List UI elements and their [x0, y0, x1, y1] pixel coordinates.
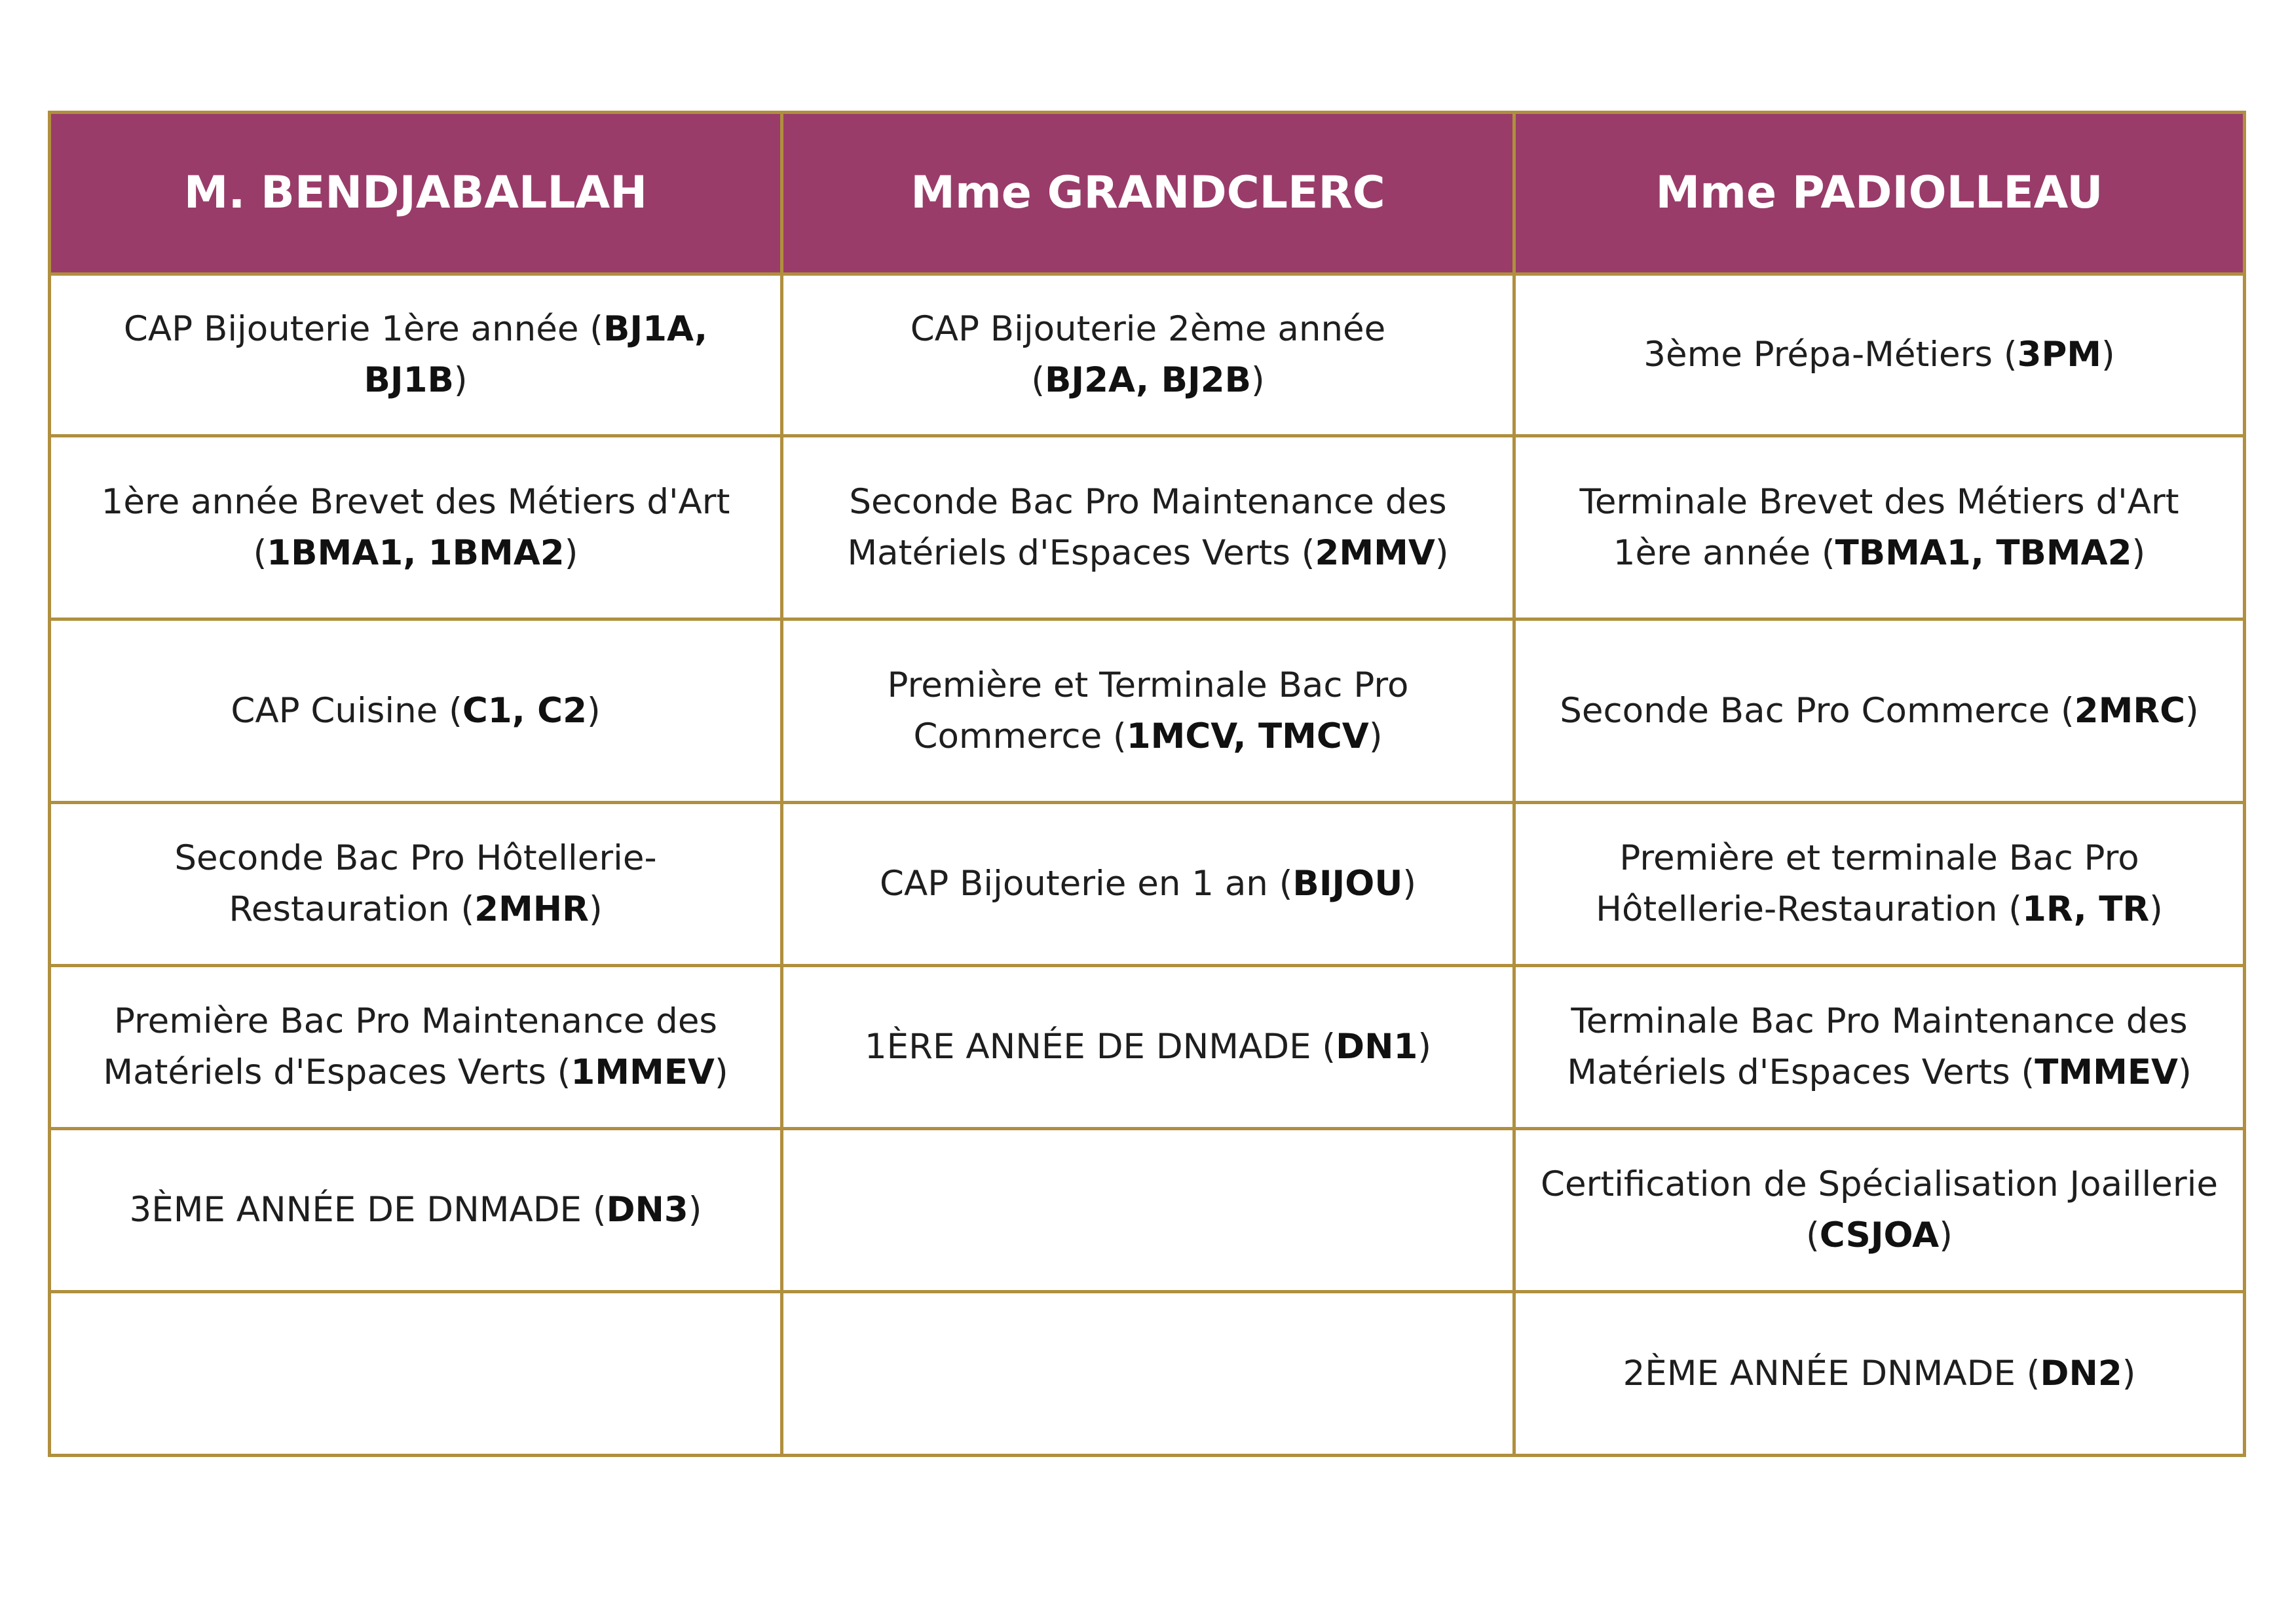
class-code: BJ2A, BJ2B — [1045, 360, 1251, 400]
class-entry: 3ÈME ANNÉE DE DNMADE (DN3) — [129, 1190, 702, 1230]
class-entry: Première et terminale Bac Pro Hôtellerie-Restauration (1R, TR) — [1596, 838, 2163, 929]
class-code: CSJOA — [1819, 1215, 1940, 1255]
class-entry: Seconde Bac Pro Hôtellerie-Restauration (2MHR) — [174, 838, 657, 929]
class-code: 2MMV — [1315, 532, 1435, 573]
table-cell — [783, 437, 1516, 621]
table-cell — [1516, 276, 2243, 437]
table-cell — [783, 621, 1516, 804]
class-code: BJ1A, BJ1B — [364, 309, 708, 400]
class-entry: Seconde Bac Pro Commerce (2MRC) — [1560, 690, 2199, 731]
class-entry: Certification de Spécialisation Joaillerie (CSJOA) — [1541, 1164, 2218, 1255]
class-entry: CAP Bijouterie 2ème année (BJ2A, BJ2B) — [910, 309, 1386, 400]
class-entry: Terminale Brevet des Métiers d'Art 1ère année (TBMA1, TBMA2) — [1579, 481, 2179, 573]
class-entry: Première Bac Pro Maintenance des Matériels d'Espaces Verts (1MMEV) — [103, 1001, 728, 1092]
empty-cell — [51, 1293, 783, 1454]
class-code: TBMA1, TBMA2 — [1835, 532, 2132, 573]
table-cell — [1516, 437, 2243, 621]
class-entry: 2ÈME ANNÉE DNMADE (DN2) — [1623, 1353, 2136, 1393]
table-cell — [783, 967, 1516, 1130]
class-code: DN2 — [2040, 1353, 2122, 1393]
class-entry: CAP Bijouterie 1ère année (BJ1A, BJ1B) — [123, 309, 708, 400]
table-cell — [51, 276, 783, 437]
class-code: DN3 — [606, 1190, 688, 1230]
table-cell — [1516, 967, 2243, 1130]
empty-cell — [783, 1293, 1516, 1454]
table-cell — [1516, 621, 2243, 804]
class-code: C1, C2 — [462, 690, 587, 731]
class-entry: 3ème Prépa-Métiers (3PM) — [1643, 335, 2115, 375]
class-entry: 1ère année Brevet des Métiers d'Art (1BMA1, 1BMA2) — [101, 481, 730, 573]
table-cell — [1516, 1130, 2243, 1293]
table-cell — [51, 1130, 783, 1293]
teacher-class-table — [48, 111, 2246, 1457]
class-code: 1BMA1, 1BMA2 — [267, 532, 565, 573]
table-cell — [783, 804, 1516, 967]
class-entry: Terminale Bac Pro Maintenance des Matériels d'Espaces Verts (TMMEV) — [1567, 1001, 2192, 1092]
empty-cell — [783, 1130, 1516, 1293]
table-cell — [783, 276, 1516, 437]
class-code: 2MHR — [474, 889, 589, 929]
class-entry: Seconde Bac Pro Maintenance des Matériels d'Espaces Verts (2MMV) — [847, 481, 1449, 573]
class-code: 3PM — [2017, 335, 2102, 375]
table-cell — [1516, 804, 2243, 967]
class-code: DN1 — [1336, 1027, 1418, 1067]
class-code: 2MRC — [2074, 690, 2186, 731]
class-entry: 1ÈRE ANNÉE DE DNMADE (DN1) — [864, 1027, 1432, 1067]
table-cell — [51, 437, 783, 621]
table-cell — [1516, 1293, 2243, 1454]
class-code: 1R, TR — [2021, 889, 2150, 929]
header-teacher-bendjaballah: M. BENDJABALLAH — [51, 114, 783, 276]
class-entry: CAP Cuisine (C1, C2) — [231, 690, 601, 731]
class-code: 1MMEV — [571, 1052, 715, 1092]
class-code: TMMEV — [2035, 1052, 2179, 1092]
class-entry: Première et Terminale Bac Pro Commerce (1MCV, TMCV) — [887, 665, 1409, 756]
header-teacher-grandclerc: Mme GRANDCLERC — [783, 114, 1516, 276]
class-code: 1MCV, TMCV — [1126, 716, 1369, 756]
class-entry: CAP Bijouterie en 1 an (BIJOU) — [879, 864, 1417, 904]
table-cell — [51, 967, 783, 1130]
table-cell — [51, 804, 783, 967]
table-cell — [51, 621, 783, 804]
class-code: BIJOU — [1292, 864, 1403, 904]
header-teacher-padiolleau: Mme PADIOLLEAU — [1516, 114, 2243, 276]
